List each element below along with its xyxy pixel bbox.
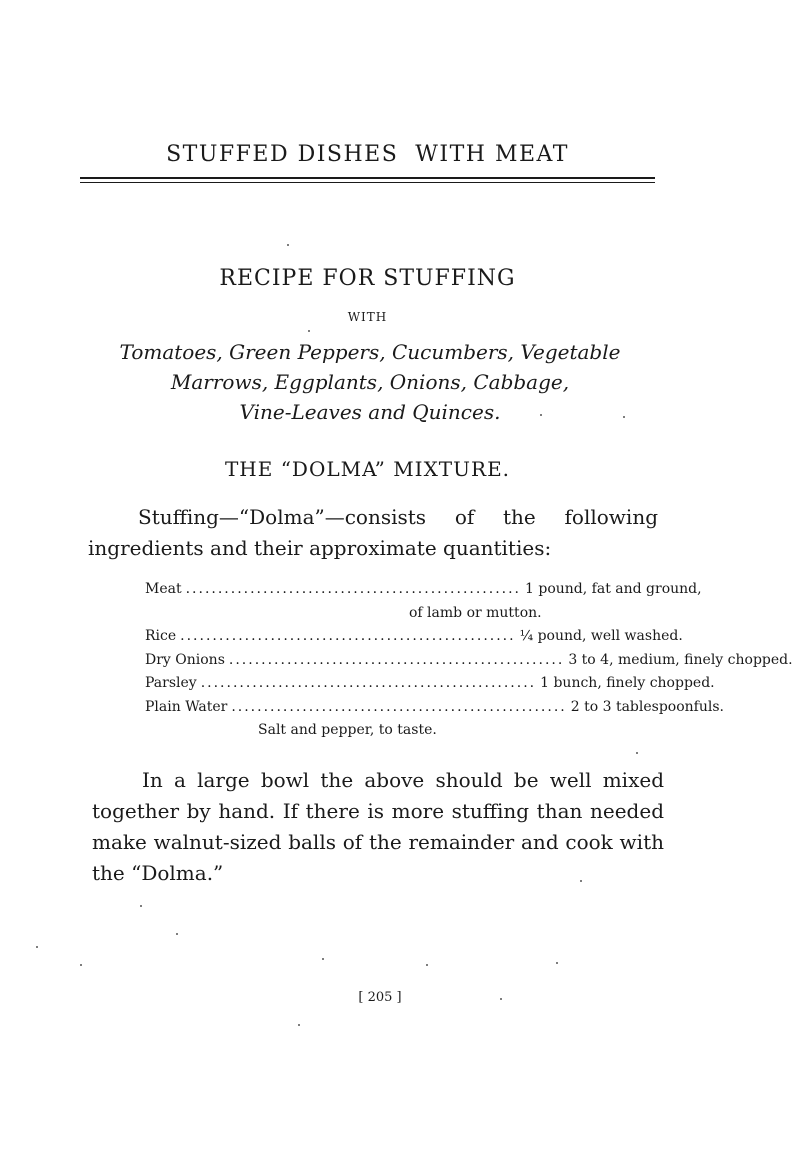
scan-speck [426,964,428,966]
leader-dots: .................................................... [180,628,516,644]
vegetable-line-1: Tomatoes, Green Peppers, Cucumbers, Vegetable [119,340,621,364]
recipe-title: RECIPE FOR STUFFING [219,266,516,291]
ingredient-row-meat [145,578,702,602]
scan-speck [298,1024,300,1026]
intro-paragraph: Stuffing—“Dolma”—consists of the following ingredients and their approximate quantities: [88,505,658,560]
scan-speck [36,946,38,948]
leader-dots: .................................................... [185,581,522,597]
scan-speck [140,905,142,907]
scan-speck [322,958,324,960]
scan-speck [556,962,558,964]
scan-speck [500,998,502,1000]
scan-speck [580,880,582,882]
ingredient-row-parsley [145,672,715,696]
scan-speck [636,752,638,754]
ingredient-quantity: ¼ pound, well washed. [519,628,683,644]
header-rule-thin [80,182,655,183]
ingredient-list [145,578,793,743]
header-rule-thick [80,177,655,179]
vegetable-line-3: Vine-Leaves and Quinces. [239,400,501,424]
scan-speck [540,414,542,416]
scan-speck [176,933,178,935]
ingredient-quantity: 2 to 3 tablespoonfuls. [570,698,724,715]
vegetable-list [70,337,670,427]
ingredient-continuation: of lamb or mutton. [409,604,542,621]
leader-dots: .................................................... [228,651,565,668]
ingredient-name: Meat [145,581,182,597]
ingredient-row-plain-water [145,696,724,720]
ingredient-row-rice [145,625,683,649]
running-head: STUFFED DISHES WITH MEAT [166,142,569,167]
scan-speck [287,244,289,246]
vegetable-line-2: Marrows, Eggplants, Onions, Cabbage, [170,370,570,394]
with-subtitle: WITH [347,310,388,324]
ingredient-quantity: 1 bunch, finely chopped. [540,675,715,691]
leader-dots: .................................................... [200,675,537,691]
scan-speck [623,416,625,418]
instructions-paragraph: In a large bowl the above should be well mixed together by hand. If there is more stuffing than needed make walnut-sized balls of the remainder and cook with the “Dolma.” [92,768,664,885]
ingredient-quantity: 3 to 4, medium, finely chopped. [568,651,793,668]
ingredient-name: Dry Onions [145,651,225,668]
ingredient-quantity: 1 pound, fat and ground, [525,581,702,597]
seasoning-line: Salt and pepper, to taste. [258,722,437,738]
ingredient-row-dry-onions [145,649,793,673]
page-number: [ 205 ] [358,990,402,1005]
scan-speck [308,330,310,332]
ingredient-name: Plain Water [145,698,228,715]
scan-speck [80,964,82,966]
ingredient-name: Parsley [145,675,197,691]
mixture-title: THE “DOLMA” MIXTURE. [224,457,511,481]
leader-dots: .................................................... [231,698,567,715]
ingredient-name: Rice [145,628,177,644]
